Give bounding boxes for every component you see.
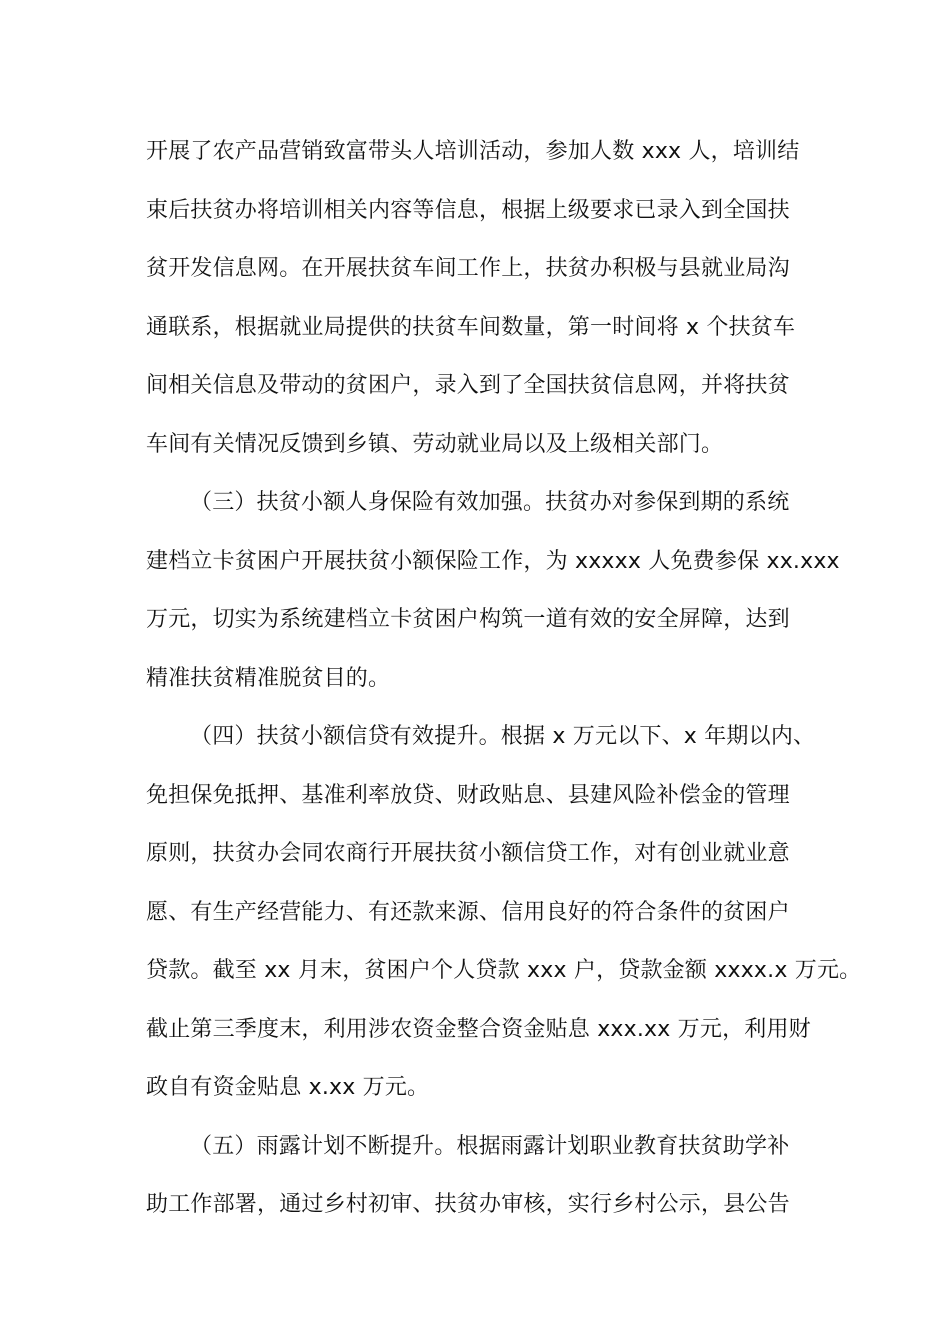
text-line: 原则，扶贫办会同农商行开展扶贫小额信贷工作，对有创业就业意 (146, 841, 790, 866)
text-line: 间相关信息及带动的贫困户，录入到了全国扶贫信息网，并将扶贫 (146, 373, 790, 398)
text-line: 贫开发信息网。在开展扶贫车间工作上，扶贫办积极与县就业局沟 (146, 256, 790, 281)
text-line: 建档立卡贫困户开展扶贫小额保险工作，为 xxxxx 人免费参保 xx.xxx (146, 548, 840, 574)
text-line: 万元，切实为系统建档立卡贫困户构筑一道有效的安全屏障，达到 (146, 607, 790, 632)
text-line: 贷款。截至 xx 月末，贫困户个人贷款 xxx 户，贷款金额 xxxx.x 万元。 (146, 958, 862, 983)
text-line: 精准扶贫精准脱贫目的。 (146, 665, 391, 691)
paragraph-heading-line: （五）雨露计划不断提升。根据雨露计划职业教育扶贫助学补 (190, 1133, 790, 1159)
body-text (146, 126, 862, 1238)
paragraph-heading-line: （四）扶贫小额信贷有效提升。根据 x 万元以下、x 年期以内、 (190, 724, 816, 749)
text-line: 截止第三季度末，利用涉农资金整合资金贴息 xxx.xx 万元，利用财 (146, 1016, 811, 1042)
text-line: 束后扶贫办将培训相关内容等信息，根据上级要求已录入到全国扶 (146, 197, 790, 223)
paragraph-heading-line: （三）扶贫小额人身保险有效加强。扶贫办对参保到期的系统 (190, 490, 790, 515)
text-line: 政自有资金贴息 x.xx 万元。 (146, 1075, 430, 1100)
text-line: 免担保免抵押、基准利率放贷、财政贴息、县建风险补偿金的管理 (146, 782, 790, 808)
text-line: 开展了农产品营销致富带头人培训活动，参加人数 xxx 人，培训结 (146, 139, 800, 164)
text-line: 通联系，根据就业局提供的扶贫车间数量，第一时间将 x 个扶贫车 (146, 314, 796, 340)
text-line: 愿、有生产经营能力、有还款来源、信用良好的符合条件的贫困户 (146, 899, 790, 925)
text-line: 助工作部署，通过乡村初审、扶贫办审核，实行乡村公示，县公告 (146, 1192, 790, 1217)
text-line: 车间有关情况反馈到乡镇、劳动就业局以及上级相关部门。 (146, 431, 724, 457)
